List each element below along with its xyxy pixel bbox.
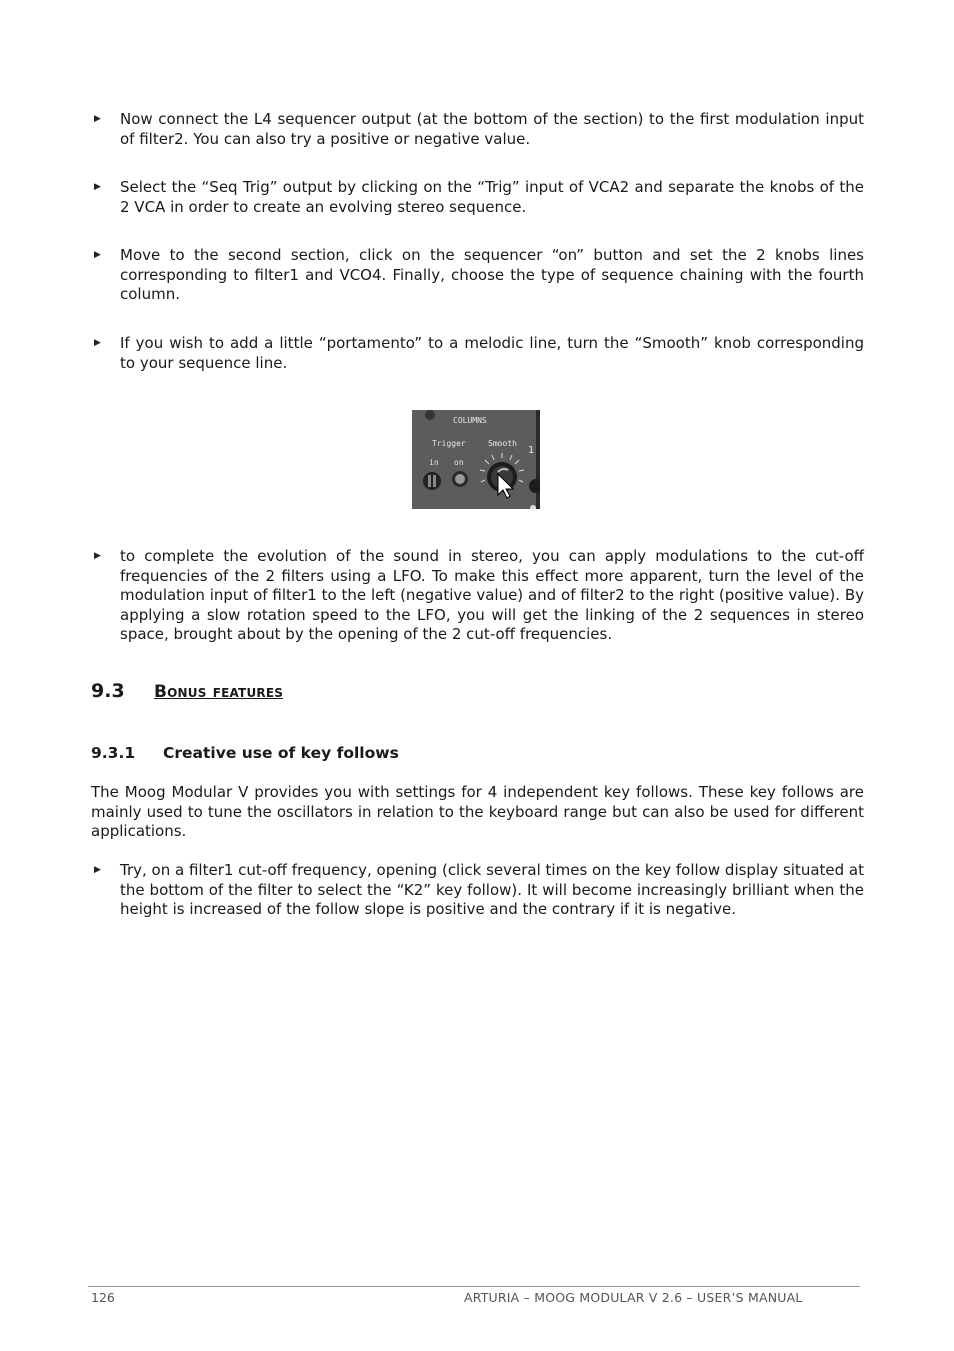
page-number: 126 (91, 1290, 115, 1305)
bullet-item-4 (94, 334, 864, 373)
bullet-text-5: to complete the evolution of the sound in stereo, you can apply modulations to the cut-off frequencies of the 2 filters using a LFO. To make this effect more apparent, turn the level of the modulation input of filter1 to the left (negative value) and of filter2 to the right (positive value). By applying a slow rotation speed to the LFO, you will get the linking of the 2 sequences in stereo space, brought about by the opening of the 2 cut-off frequencies. (120, 547, 864, 644)
bullet-arrow-icon: ▶ (94, 338, 101, 348)
bullet-arrow-icon: ▶ (94, 551, 101, 561)
bullet-arrow-icon: ▶ (94, 182, 101, 192)
bullet-arrow-icon: ▶ (94, 865, 101, 875)
bullet-text-2: Select the “Seq Trig” output by clicking on the “Trig” input of VCA2 and separate the knobs of the 2 VCA in order to create an evolving stereo sequence. (120, 178, 864, 216)
bullet-text-3: Move to the second section, click on the sequencer “on” button and set the 2 knobs lines corresponding to filter1 and VCO4. Finally, choose the type of sequence chaining with the fourth column. (120, 246, 864, 304)
bullet-item-3 (94, 246, 864, 305)
body-paragraph: The Moog Modular V provides you with settings for 4 independent key follows. These key follows are mainly used to tune the oscillators in relation to the keyboard range but can also be used for different applications. (91, 783, 864, 841)
subsection-heading (91, 744, 399, 764)
trigger-label: Trigger (432, 439, 466, 448)
section-number: 9.3 (91, 680, 125, 702)
in-label: in (429, 458, 439, 467)
bullet-text-6: Try, on a filter1 cut-off frequency, opening (click several times on the key follow display situated at the bottom of the filter to select the “K2” key follow). It will become increasingly brilliant when the height is increased of the follow slope is positive and the contrary if it is negative. (120, 861, 864, 919)
bullet-arrow-icon: ▶ (94, 250, 101, 260)
bullet-text-4: If you wish to add a little “portamento” to a melodic line, turn the “Smooth” knob corresponding to your sequence line. (120, 334, 864, 372)
bullet-arrow-icon: ▶ (94, 114, 101, 124)
subsection-title: Creative use of key follows (163, 744, 399, 762)
screw-icon (425, 410, 435, 420)
on-label: on (454, 458, 464, 467)
section-title: Bonus features (154, 682, 284, 702)
bullet-item-1 (94, 110, 864, 149)
smooth-label: Smooth (488, 439, 517, 448)
columns-label: COLUMNS (453, 416, 487, 425)
section-heading (91, 682, 283, 703)
bullet-item-5 (94, 547, 864, 645)
subsection-number: 9.3.1 (91, 744, 136, 762)
footer-divider (88, 1286, 860, 1287)
scale-label: 1 (528, 445, 535, 456)
sequencer-columns-figure (412, 410, 540, 509)
footer-doc-title: ARTURIA – MOOG MODULAR V 2.6 – USER’S MANUAL (464, 1290, 803, 1305)
bullet-item-2 (94, 178, 864, 217)
bullet-item-6 (94, 861, 864, 920)
bullet-text-1: Now connect the L4 sequencer output (at the bottom of the section) to the first modulation input of filter2. You can also try a positive or negative value. (120, 110, 864, 148)
